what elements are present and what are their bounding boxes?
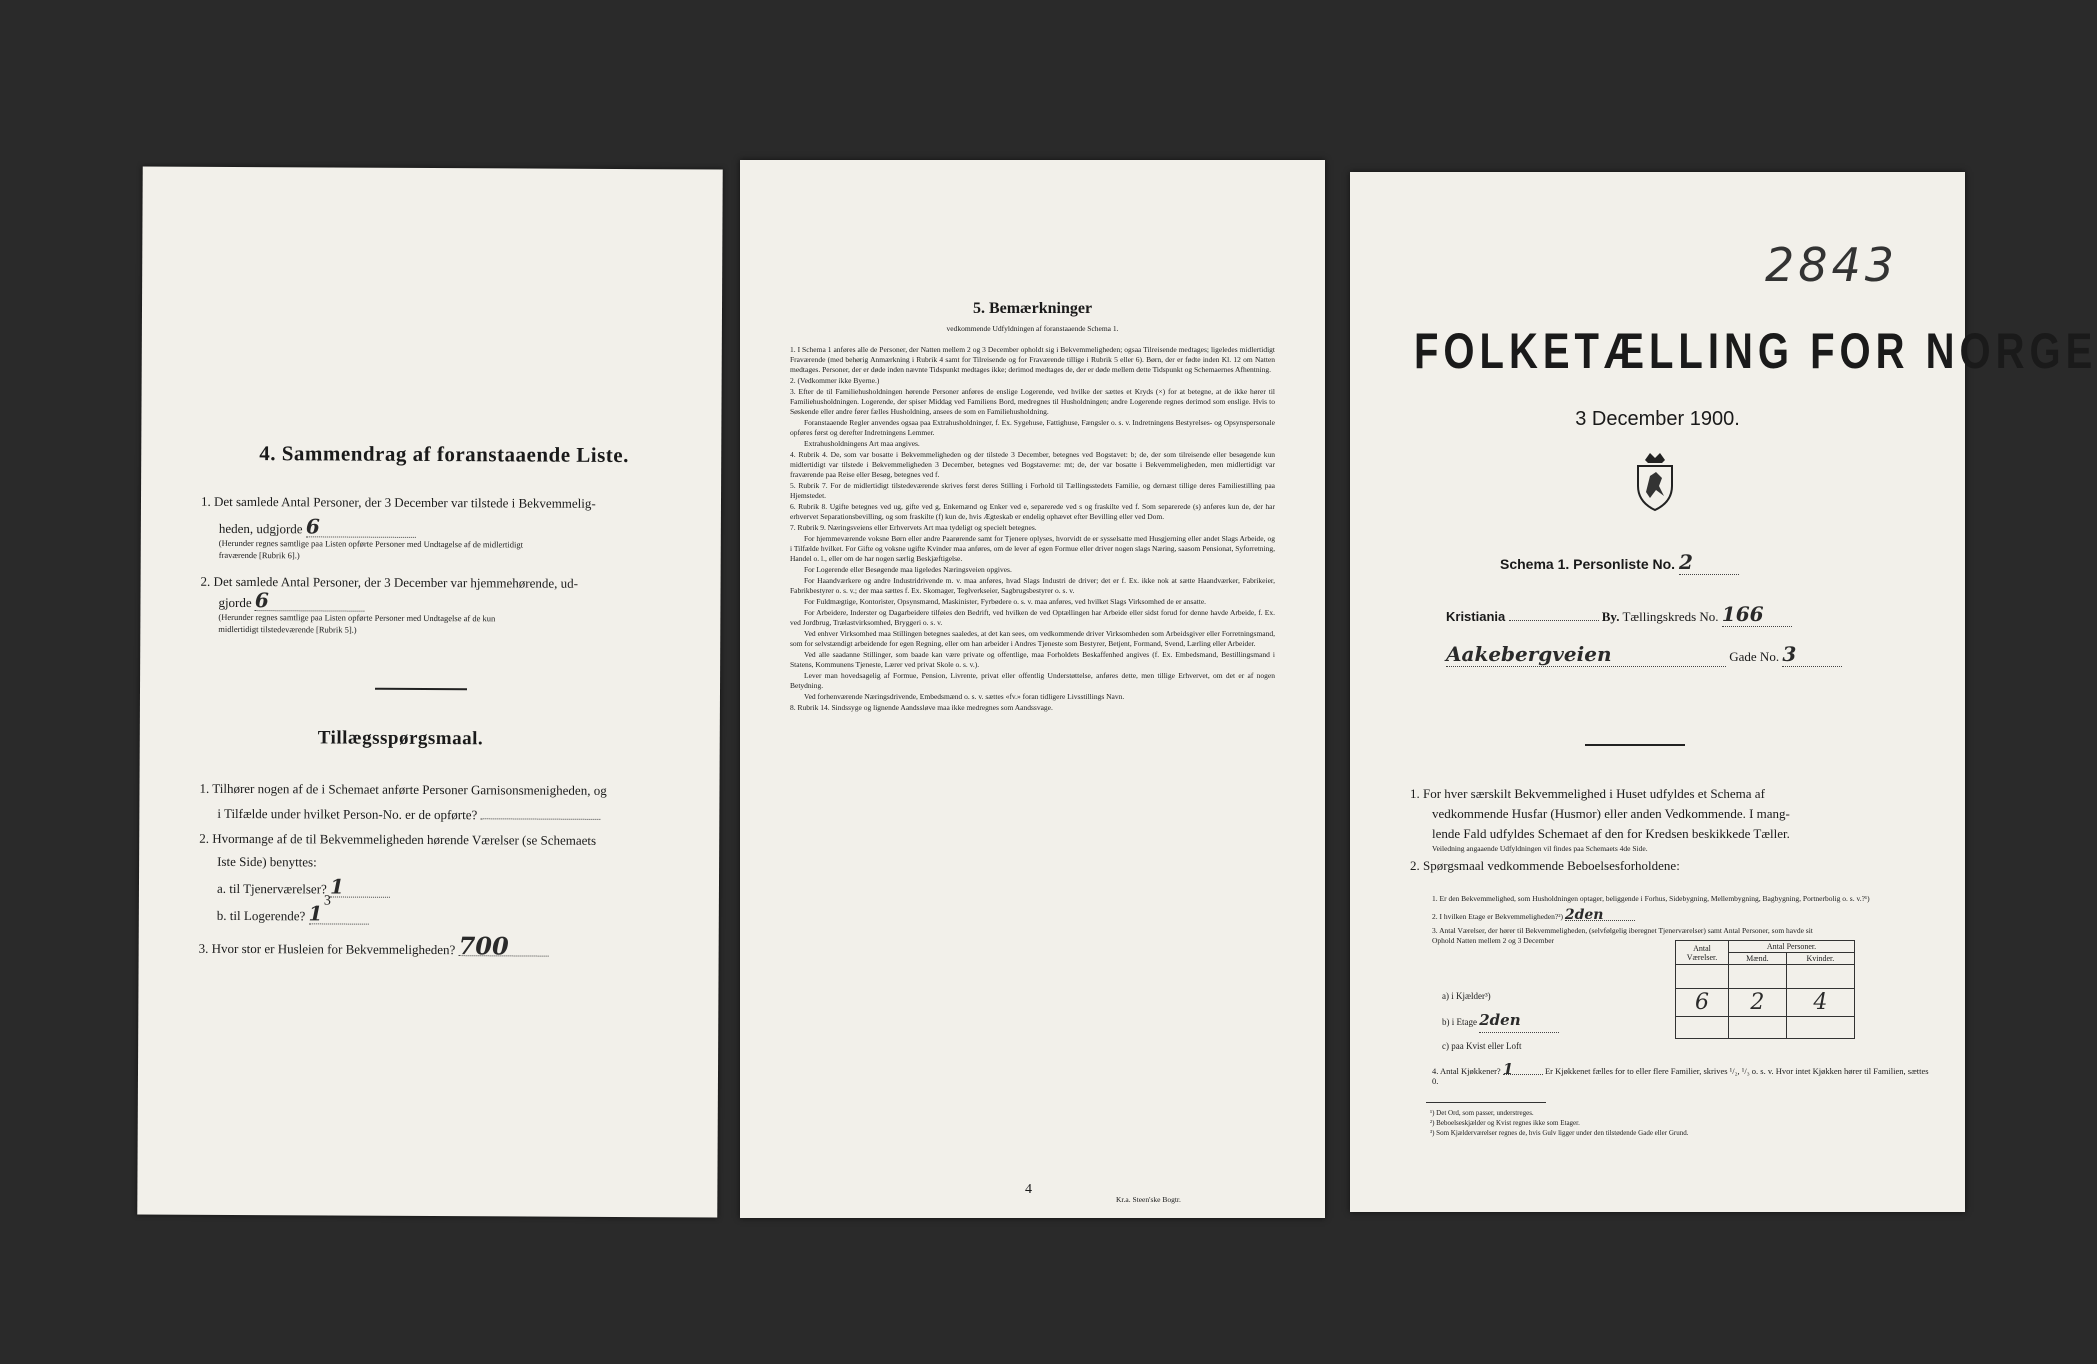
archive-number: 2843 — [1765, 238, 1899, 292]
housing-questions: 1. Er den Bekvemmelighed, som Husholdningen optager, beliggende i Forhus, Sidebygning, Mellembygning, Bagbygning, Portnerbolig o. s. v.?¹) 2. I hvilken Etage er Bekvemmeligheden?²) 2den 3. Antal Værelser, der hører til Bekvemmeligheden, (selvfølgelig iberegnet Tjenerværelser) samt Antal Personer, som havde sit Ophold Natten mellem 2 og 3 December — [1432, 894, 1870, 945]
section4-title: 4. Sammendrag af foranstaaende Liste. — [259, 441, 629, 468]
remark-paragraph: 5. Rubrik 7. For de midlertidigt tilstedeværende skrives først deres Stilling i Forhold til Tællingsstedets Familie, og dernæst tillige deres Familiestilling paa Hjemstedet. — [790, 481, 1275, 500]
table-row-labels: a) i Kjælder³) b) i Etage 2den c) paa Kvist eller Loft — [1442, 984, 1559, 1058]
women-value: 4 — [1786, 989, 1854, 1017]
census-date: 3 December 1900. — [1575, 408, 1740, 430]
middle-page — [740, 160, 1325, 1218]
district-number: 166 — [1722, 602, 1792, 627]
page-number: 4 — [1025, 1182, 1032, 1197]
remark-paragraph: 4. Rubrik 4. De, som var bosatte i Bekvemmeligheden og der tilstede 3 December, betegnes ved Bogstavet: b; de, der som tilreisende eller besøgende kun midlertidigt var tilstede i Bekvemmeligheden 3 December, betegnes ved Bogstaverne: mt; de, der var bosatte i Bekvemmeligheden, men midlertidigt var fraværende paa Reise eller Besøg, betegnes ved f. — [790, 450, 1275, 479]
remark-paragraph: For Logerende eller Besøgende maa ligeledes Næringsveien opgives. — [804, 565, 1012, 574]
kitchen-value: 1 — [1503, 1064, 1543, 1075]
remark-paragraph: 2. (Vedkommer ikke Byerne.) — [790, 376, 880, 385]
instructions: 1. For hver særskilt Bekvemmelighed i Huset udfyldes et Schema af vedkommende Husfar (Husmor) eller anden Vedkommende. I mang- lende Fald udfyldes Schemaet af den for Kredsen beskikkede Tæller. Veiledning angaaende Udfyldningen vil findes paa Schemaets 4de Side. 2. Spørgsmaal vedkommende Beboelsesforholdene: — [1410, 786, 1790, 873]
page-number: 3 — [323, 893, 331, 909]
remark-paragraph: For Arbeidere, Inderster og Dagarbeidere tilføies den Bedrift, ved hvilken de ved Optællingen har Arbeide eller sidst forud for denne havde Arbeide, f. Ex. ved Jordbrug, Trælastvirksomhed, Bryggeri o. s. v. — [790, 608, 1275, 627]
rooms-value: 6 — [1676, 989, 1729, 1017]
remarks-body — [790, 345, 1275, 714]
remark-paragraph: 8. Rubrik 14. Sindssyge og lignende Aandssløve maa ikke medregnes som Aandssvage. — [790, 703, 1053, 712]
remark-paragraph: Extrahusholdningens Art maa angives. — [804, 439, 920, 448]
footnotes: ¹) Det Ord, som passer, understreges. ²) Beboelseskjælder og Kvist regnes ikke som Etager. ³) Som Kjælderværelser regnes de, hvis Gulv ligger under den tilstødende Gade eller Grund. — [1430, 1109, 1689, 1137]
gade-number: 3 — [1782, 642, 1842, 667]
street-value: Aakebergveien — [1446, 642, 1726, 667]
census-headline: FOLKETÆLLING FOR NORGE — [1414, 324, 2097, 379]
right-page — [1350, 172, 2097, 1212]
lodger-rooms-value: 1 — [308, 904, 368, 924]
remarks-subtitle: vedkommende Udfyldningen af foranstaaende Schema 1. — [946, 324, 1119, 333]
remark-paragraph: 6. Rubrik 8. Ugifte betegnes ved ug, gifte ved g, Enkemænd og Enker ved e, separerede ved s og fraskilte ved f. Som separerede (s) anføres kun de, der har erhvervet Separationsbevilling, og som fraskilte (f) kun de, hvis Ægteskab er endelig ophævet efter Bevilling eller ved Dom. — [790, 502, 1275, 521]
divider — [375, 688, 467, 690]
question-2: 2. Det samlede Antal Personer, der 3 December var hjemmehørende, ud- gjorde 6 (Herunder regnes samtlige paa Listen opførte Personer med Undtagelse af de kun midlertidigt tilstedeværende [Rubrik 5].) — [200, 573, 579, 635]
servant-rooms-value: 1 — [330, 877, 390, 897]
coat-of-arms-icon — [1632, 450, 1678, 512]
question-1: 1. Det samlede Antal Personer, der 3 December var tilstede i Bekvemmelig- heden, udgjorde 6 (Herunder regnes samtlige paa Listen opførte Personer med Undtagelse af de midlertidigt fraværende [Rubrik 6].) — [200, 493, 596, 560]
q1-value: 6 — [306, 517, 416, 538]
personliste-number: 2 — [1679, 550, 1739, 575]
remark-paragraph: Ved forhenværende Næringsdrivende, Embedsmænd o. s. v. sættes «fv.» foran tidligere Livsstillings Navn. — [804, 692, 1125, 701]
men-value: 2 — [1729, 989, 1787, 1017]
footnote-rule — [1426, 1102, 1546, 1103]
supplementary-title: Tillægsspørgsmaal. — [317, 727, 484, 750]
remark-paragraph: 1. I Schema 1 anføres alle de Personer, der Natten mellem 2 og 3 December opholdt sig i Bekvemmeligheden; ogsaa Tilreisende medtages; ligeledes midlertidigt Fraværende (med behørig Anmærkning i Rubrik 4 samt for Tilreisende og for Fraværende tillige i Rubrik 5 eller 6). Børn, der er fødte inden Kl. 12 om Natten medtages. Personer, der er døde inden nævnte Tidspunkt medtages ikke; derimod medtages de, der er døde mellem dette Tidspunkt og Schemaernes Afhentning. — [790, 345, 1275, 374]
remarks-title: 5. Bemærkninger — [972, 300, 1093, 317]
remark-paragraph: For Haandværkere og andre Industridrivende m. v. maa anføres, hvad Slags Industri de driver; det er f. Ex. ikke nok at sætte Haandværker, Fabrikeier, Fabrikbestyrer o. s. v.; der maa sættes f. Ex. Skomager, Teglverkseier, Sagbrugsbestyrer o. s. v. — [790, 576, 1275, 595]
remark-paragraph: 3. Efter de til Familiehusholdningen hørende Personer anføres de enslige Logerende, ved hvilke der sættes et Kryds (×) for at betegne, at de ikke hører til Familiehusholdningen. Logerende, der spiser Middag ved Familiens Bord, medregnes til Husholdningen; andre Logerende regnes derimod som enslige. Hvis to Søskende eller andre fører fælles Husholdning, ansees de som en Familiehusholdning. — [790, 387, 1275, 416]
floor-value: 2den — [1565, 910, 1635, 921]
remark-paragraph: Lever man hovedsagelig af Formue, Pension, Livrente, privat eller offentlig Understøttelse, anføres dette, men tillige Erhvervet, om det er af nogen Betydning. — [790, 671, 1275, 690]
schema-line: Schema 1. Personliste No. 2 — [1500, 550, 1739, 575]
street-line: Aakebergveien Gade No. 3 — [1446, 642, 1951, 667]
remark-paragraph: Ved alle saadanne Stillinger, som baade kan være private og offentlige, maa Forholdets Beskaffenhed angives (f. Ex. Embedsmand, Bestillingsmand i Statens, Kommunens Tjeneste, Lærer ved privat Skole o. s. v.). — [790, 650, 1275, 669]
remark-paragraph: For hjemmeværende voksne Børn eller andre Paarørende samt for Tjenere oplyses, hvorvidt de er sysselsatte med Husgjerning eller andet Slags Arbeide, og i Tilfælde hvilket. For Gifte og voksne ugifte Kvinder maa anføres, om de lever af egen Formue eller driver nogen slags Næring, saasom Pensionat, Syforretning, Handel o. l., eller om de har nogen særlig Beskjæftigelse. — [790, 534, 1275, 563]
remark-paragraph: Foranstaaende Regler anvendes ogsaa paa Extrahusholdninger, f. Ex. Sygehuse, Fattighuse, Fængsler o. s. v. Indretningens Bestyrelses- og Opsynspersonale opføres først og derefter Indretningens Lemmer. — [790, 418, 1275, 437]
remark-paragraph: 7. Rubrik 9. Næringsveiens eller Erhvervets Art maa tydeligt og specielt betegnes. — [790, 523, 1037, 532]
city-value: Kristiania — [1446, 609, 1506, 624]
remark-paragraph: Ved enhver Virksomhed maa Stillingen betegnes saaledes, at det kan sees, om vedkommende driver Virksomheden som Arbeidsgiver eller Forretningsmand, som for selvstændigt arbeidende for egen Regning, eller om han arbeider i Andres Tjeneste som Bestyrer, Betjent, Formand, Svend, Lærling eller Arbeider. — [790, 629, 1275, 648]
occupancy-table: Antal Værelser. Antal Personer. Mænd. Kvinder. 6 2 4 — [1675, 940, 1855, 1039]
left-page — [137, 166, 722, 1217]
q2-value: 6 — [255, 591, 365, 612]
supplementary-questions: 1. Tilhører nogen af de i Schemaet anførte Personer Garnisonsmenigheden, og i Tilfælde under hvilket Person-No. er de opførte? 2. Hvormange af de til Bekvemmeligheden hørende Værelser (se Schemaets Iste Side) benyttes: a. til Tjenerværelser? 1 b. til Logerende? 1 3. Hvor stor er Husleien for Bekvemmeligheden? 700 — [198, 780, 607, 961]
divider — [1585, 744, 1685, 746]
kitchen-question: 4. Antal Kjøkkener? 1 Er Kjøkkenet fælles for to eller flere Familier, skrives ¹/₂, ¹/₃ o. s. v. Hvor intet Kjøkken hører til Familien, sættes 0. — [1432, 1060, 1929, 1086]
printer-mark: Kr.a. Steen'ske Bogtr. — [1116, 1195, 1181, 1204]
rent-value: 700 — [459, 936, 549, 956]
remark-paragraph: For Fuldmægtige, Kontorister, Opsynsmænd, Maskinister, Fyrbødere o. s. v. maa anføres, ved hvilket Slags Virksomhed de er ansatte. — [804, 597, 1207, 606]
location-line: Kristiania By. Tællingskreds No. 166 — [1446, 602, 1951, 627]
